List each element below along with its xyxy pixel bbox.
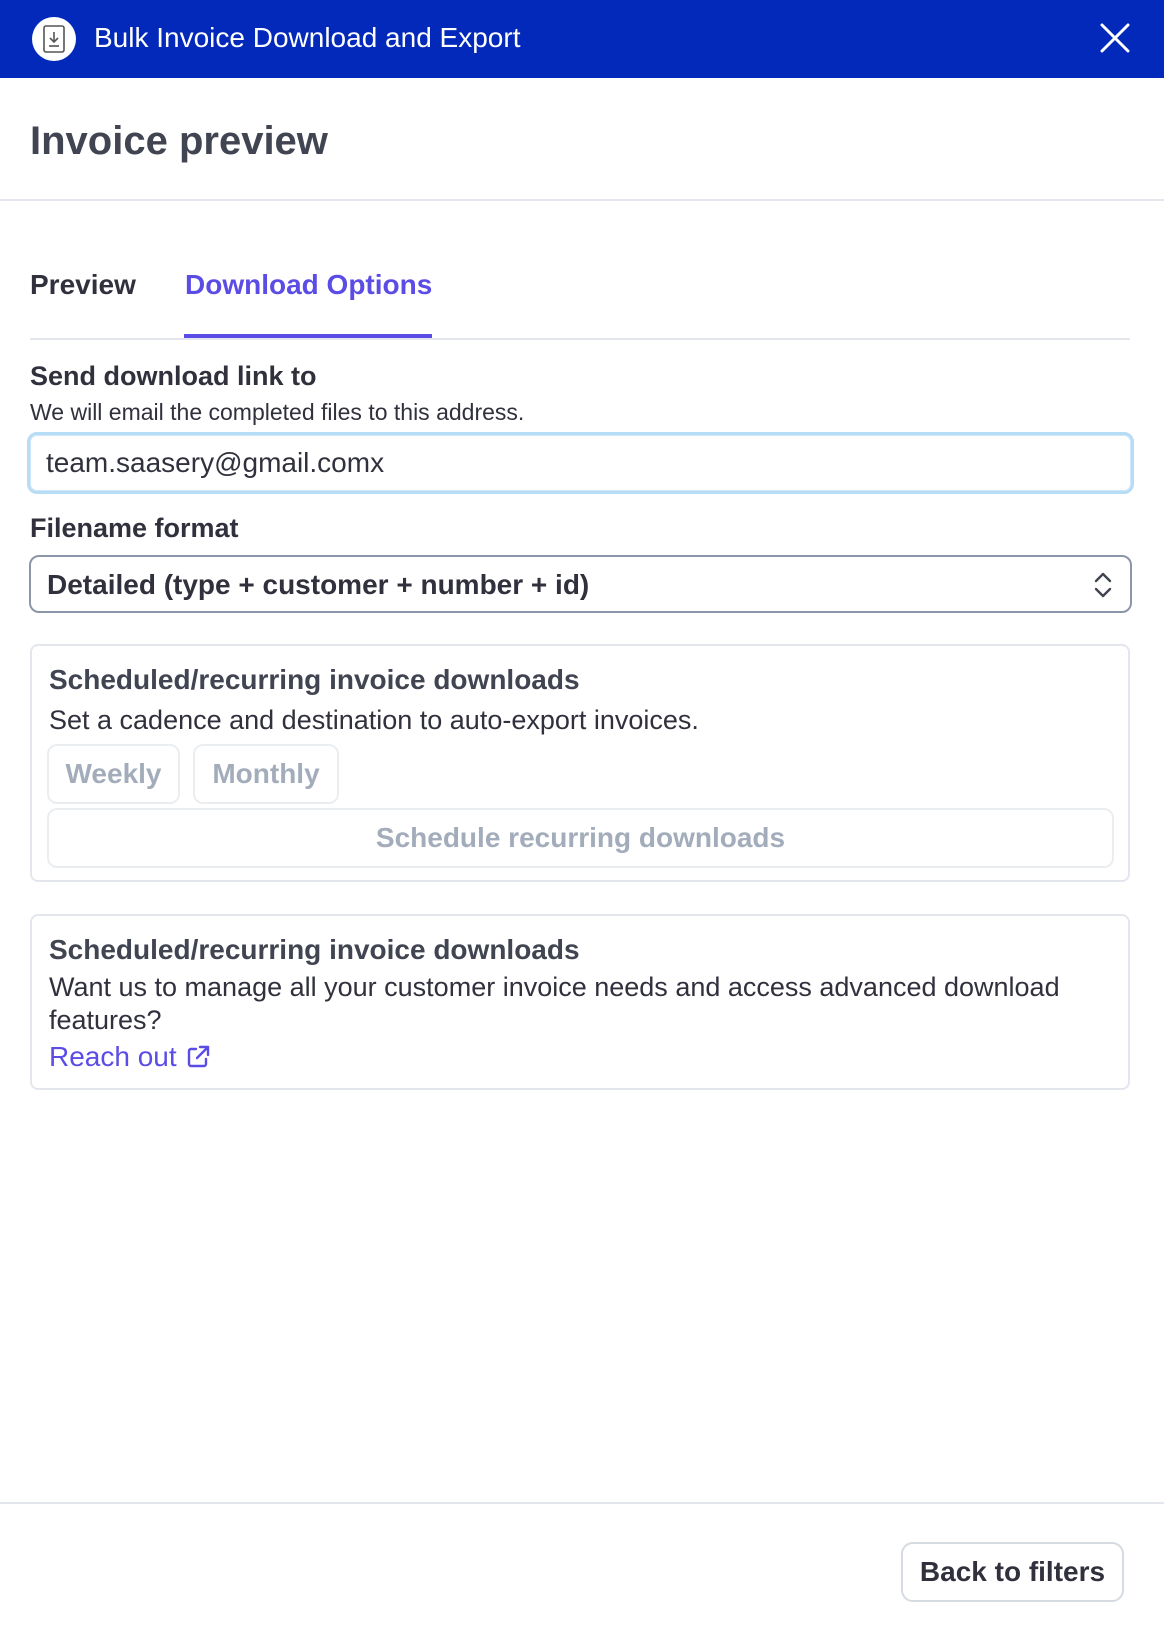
- back-to-filters-button[interactable]: Back to filters: [901, 1542, 1124, 1602]
- tab-preview[interactable]: Preview: [30, 269, 136, 300]
- filename-format-value: Detailed (type + customer + number + id): [47, 569, 590, 600]
- scheduled-downloads-card: [30, 644, 1130, 882]
- external-link-icon: [185, 1044, 211, 1070]
- title-divider: [0, 199, 1164, 201]
- card-description: Set a cadence and destination to auto-export invoices.: [49, 705, 699, 735]
- app-title: Bulk Invoice Download and Export: [94, 22, 521, 53]
- schedule-recurring-button[interactable]: Schedule recurring downloads: [47, 808, 1114, 868]
- reach-out-card: [30, 914, 1130, 1090]
- active-tab-indicator: [184, 334, 432, 338]
- filename-format-select[interactable]: [29, 555, 1132, 613]
- card-title: Scheduled/recurring invoice downloads: [49, 934, 580, 965]
- header-bar: [0, 0, 1164, 78]
- chevron-updown-icon: [1091, 569, 1115, 601]
- email-field[interactable]: [27, 432, 1134, 494]
- reach-out-link[interactable]: [49, 1040, 211, 1074]
- tab-bar: [30, 262, 1130, 340]
- reach-out-label: Reach out: [49, 1041, 177, 1072]
- card-title: Scheduled/recurring invoice downloads: [49, 664, 580, 695]
- close-button[interactable]: [1097, 20, 1133, 56]
- filename-format-label: Filename format: [30, 513, 239, 543]
- tab-download-options[interactable]: Download Options: [185, 269, 433, 300]
- send-link-help: We will email the completed files to this address.: [30, 399, 525, 425]
- card-description: Want us to manage all your customer invoice needs and access advanced download features?: [49, 972, 1060, 1035]
- send-link-label: Send download link to: [30, 361, 317, 391]
- weekly-option[interactable]: Weekly: [47, 744, 180, 804]
- close-icon: [1100, 23, 1130, 53]
- monthly-option[interactable]: Monthly: [193, 744, 339, 804]
- download-document-icon: [32, 17, 76, 61]
- footer-divider: [0, 1502, 1164, 1504]
- page-title: Invoice preview: [30, 119, 328, 163]
